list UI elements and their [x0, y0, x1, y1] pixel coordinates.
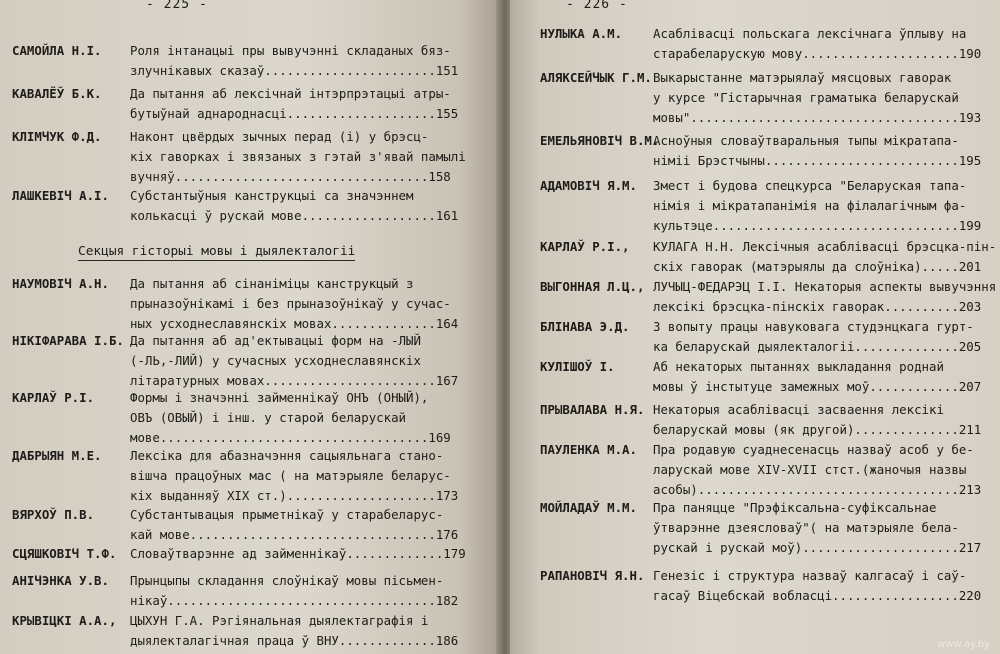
entry-author: КАРЛАЎ Р.І. — [12, 390, 95, 405]
entry-author: АНІЧЭНКА У.В. — [12, 573, 109, 588]
entry-author: ЕМЕЛЬЯНОВІЧ В.М. — [540, 133, 660, 148]
entry-title — [130, 274, 458, 334]
entry-author: ВЯРХОЎ П.В. — [12, 507, 95, 522]
toc-entry — [12, 331, 492, 391]
entry-title — [130, 186, 458, 226]
entry-title-line: Да пытання аб ад'ектывацыі форм на -ЛЫЙ — [130, 333, 421, 348]
entry-title-line: ных усходнеславянскіх мовах..............164 — [130, 316, 459, 331]
entry-title-line: Субстантыўныя канструкцыі са значэннем — [130, 188, 414, 203]
entry-author: РАПАНОВІЧ Я.Н. — [540, 568, 645, 583]
entry-title-line: Некаторыя асаблівасці засваення лексікі — [653, 402, 944, 417]
entry-title-line: (-ЛЬ,-ЛИЙ) у сучасных усходнеславянскіх — [130, 353, 421, 368]
entry-author: СЦЯШКОВІЧ Т.Ф. — [12, 546, 117, 561]
entry-title-line: Словаўтварэнне ад займеннікаў.............179 — [130, 546, 466, 561]
entry-title — [130, 611, 458, 651]
entry-title-line: злучнікавых сказаў.......................151 — [130, 63, 459, 78]
entry-title-line: мове....................................169 — [130, 430, 451, 445]
entry-title-line: ўтварэнне дзеясловаў"( на матэрыяле бела- — [653, 520, 959, 535]
entry-title — [653, 176, 981, 236]
toc-entry — [12, 41, 492, 81]
entry-title — [130, 41, 458, 81]
entry-author: ПРЫВАЛАВА Н.Я. — [540, 402, 645, 417]
entry-author: НІКІФАРАВА І.Б. — [12, 333, 124, 348]
entry-title-line: асобы)...................................213 — [653, 482, 982, 497]
toc-entry — [12, 127, 492, 187]
entry-title-line: Наконт цвёрдых зычных перад (і) у брэсц- — [130, 129, 429, 144]
toc-entry — [540, 237, 995, 277]
toc-entry — [12, 388, 492, 448]
toc-entry — [540, 498, 995, 558]
entry-title-line: вучняў..................................158 — [130, 169, 451, 184]
toc-entry — [540, 440, 995, 500]
entry-author: КАВАЛЁЎ Б.К. — [12, 86, 102, 101]
entry-title-line: кіх гаворках і звязаных з гэтай з'явай памылі — [130, 149, 466, 164]
entry-title-line: беларускай мовы (як другой)..............211 — [653, 422, 982, 437]
entry-title-line: у курсе "Гістарычная граматыка беларускай — [653, 90, 959, 105]
entry-title-line: гасаў Віцебскай вобласці.................220 — [653, 588, 982, 603]
entry-title-line: рускай і рускай моў).....................217 — [653, 540, 982, 555]
toc-entry — [540, 176, 995, 236]
entry-title-line: скіх гаворак (матэрыялы да слоўніка).....201 — [653, 259, 982, 274]
entry-title-line: Да пытання аб лексічнай інтэрпрэтацыі атры- — [130, 86, 451, 101]
right-page — [510, 0, 1000, 654]
toc-entry — [12, 186, 492, 226]
entry-title — [653, 237, 996, 277]
entry-title — [653, 24, 981, 64]
entry-title-line: дыялекталагічная праца ў ВНУ.............186 — [130, 633, 459, 648]
entry-title — [653, 566, 981, 606]
entry-title-line: ларускай мове XIV-XVII стст.(жаночыя назвы — [653, 462, 967, 477]
entry-title-line: Формы і значэнні займеннікаў ОНЪ (ОНЫЙ), — [130, 390, 429, 405]
toc-entry — [540, 277, 995, 317]
entry-author: НУЛЫКА А.М. — [540, 26, 623, 41]
entry-author: ПАУЛЕНКА М.А. — [540, 442, 637, 457]
entry-title-line: Пра паняцце "Прэфіксальна-суфіксальнае — [653, 500, 937, 515]
entry-author: ДАБРЫЯН М.Е. — [12, 448, 102, 463]
entry-title — [653, 357, 981, 397]
entry-author: САМОЙЛА Н.І. — [12, 43, 102, 58]
entry-author: КАРЛАЎ Р.І., — [540, 239, 630, 254]
entry-title — [653, 68, 981, 128]
entry-title-line: Субстантывацыя прыметнікаў у старабеларус- — [130, 507, 444, 522]
entry-title-line: ЛУЧЫЦ-ФЕДАРЭЦ І.І. Некаторыя аспекты вывучэння — [653, 279, 997, 294]
entry-title-line: ЦЫХУН Г.А. Рэгіянальная дыялектаграфія і — [130, 613, 429, 628]
page-number-left: - 225 - — [146, 0, 208, 12]
toc-entry — [540, 131, 995, 171]
toc-entry — [540, 400, 995, 440]
entry-title — [653, 277, 996, 317]
watermark: www.ay.by — [937, 639, 990, 650]
entry-title-line: КУЛАГА Н.Н. Лексічныя асаблівасці брэсцка-пін- — [653, 239, 997, 254]
entry-author: КЛІМЧУК Ф.Д. — [12, 129, 102, 144]
entry-title-line: кай мове.................................176 — [130, 527, 459, 542]
toc-entry — [12, 611, 492, 651]
entry-title-line: Да пытання аб сінаніміцы канструкцый з — [130, 276, 414, 291]
entry-title-line: бутыўнай аднароднасці....................155 — [130, 106, 459, 121]
entry-title-line: З вопыту працы навуковага студэнцкага гурт- — [653, 319, 974, 334]
entry-title-line: Асноўныя словаўтваральныя тыпы мікратапа- — [653, 133, 959, 148]
entry-author: ВЫГОННАЯ Л.Ц., — [540, 279, 645, 294]
entry-title — [653, 400, 981, 440]
entry-title-line: Прынцыпы складання слоўнікаў мовы пісьмен- — [130, 573, 444, 588]
entry-title-line: німіі Брэстчыны..........................195 — [653, 153, 982, 168]
entry-author: НАУМОВІЧ А.Н. — [12, 276, 109, 291]
entry-title — [130, 84, 458, 124]
entry-title — [130, 446, 458, 506]
entry-title-line: культэце.................................199 — [653, 218, 982, 233]
entry-title-line: вішча працоўных мас ( на матэрыяле беларус- — [130, 468, 451, 483]
entry-author: АЛЯКСЕЙЧЫК Г.М. — [540, 70, 652, 85]
entry-title — [130, 331, 458, 391]
entry-title — [130, 571, 458, 611]
toc-entry — [540, 317, 995, 357]
entry-title-line: Лексіка для абазначэння сацыяльнага стано- — [130, 448, 444, 463]
entry-author: АДАМОВІЧ Я.М. — [540, 178, 637, 193]
entry-author: КУЛІШОЎ І. — [540, 359, 615, 374]
entry-title-line: старабеларускую мову.....................190 — [653, 46, 982, 61]
toc-entry — [12, 84, 492, 124]
entry-title-line: Выкарыстанне матэрыялаў мясцовых гаворак — [653, 70, 952, 85]
entry-title-line: мовы"....................................193 — [653, 110, 982, 125]
toc-entry — [540, 24, 995, 64]
entry-title — [653, 498, 981, 558]
entry-title — [130, 127, 466, 187]
entry-title-line: колькасці ў рускай мове..................161 — [130, 208, 459, 223]
toc-entry — [12, 274, 492, 334]
entry-title-line: нікаў....................................182 — [130, 593, 459, 608]
toc-entry — [540, 566, 995, 606]
entry-author: КРЫВІЦКІ А.А., — [12, 613, 117, 628]
toc-entry — [12, 571, 492, 611]
toc-entry — [540, 68, 995, 128]
entry-title — [653, 317, 981, 357]
entry-title-line: мовы ў інстытуце замежных моў............207 — [653, 379, 982, 394]
entry-title — [130, 388, 451, 448]
entry-title-line: німія і мікратапанімія на філалагічным фа- — [653, 198, 967, 213]
toc-entry — [12, 544, 492, 564]
page-number-right: - 226 - — [566, 0, 628, 12]
entry-author: МОЙЛАДАЎ М.М. — [540, 500, 637, 515]
entry-title-line: Змест і будова спецкурса "Беларуская тапа- — [653, 178, 967, 193]
entry-title-line: лексікі брэсцка-пінскіх гаворак..........203 — [653, 299, 982, 314]
entry-title — [130, 505, 458, 545]
entry-author: БЛІНАВА Э.Д. — [540, 319, 630, 334]
entry-title-line: Генезіс і структура назваў калгасаў і саў- — [653, 568, 967, 583]
entry-title — [653, 131, 981, 171]
entry-title-line: Асаблівасці польскага лексічнага ўплыву на — [653, 26, 967, 41]
entry-title-line: ка беларускай дыялекталогіі..............205 — [653, 339, 982, 354]
entry-title-line: літаратурных мовах.......................167 — [130, 373, 459, 388]
entry-title-line: Пра родавую суаднесенасць назваў асоб у бе- — [653, 442, 974, 457]
entry-title-line: ОВЪ (ОВЫЙ) і інш. у старой беларускай — [130, 410, 407, 425]
toc-entry — [12, 446, 492, 506]
entry-title — [653, 440, 981, 500]
entry-title-line: Аб некаторых пытаннях выкладання роднай — [653, 359, 944, 374]
entry-title — [130, 544, 466, 564]
toc-entry — [540, 357, 995, 397]
entry-title-line: прыназоўнікамі і без прыназоўнікаў у сучас- — [130, 296, 451, 311]
entry-title-line: кіх выданняў XIX ст.)....................173 — [130, 488, 459, 503]
entry-author: ЛАШКЕВІЧ А.І. — [12, 188, 109, 203]
toc-entry — [12, 505, 492, 545]
entry-title-line: Роля інтанацыі пры вывучэнні складаных бяз- — [130, 43, 451, 58]
section-heading: Секцыя гісторыі мовы і дыялекталогіі — [78, 244, 356, 259]
